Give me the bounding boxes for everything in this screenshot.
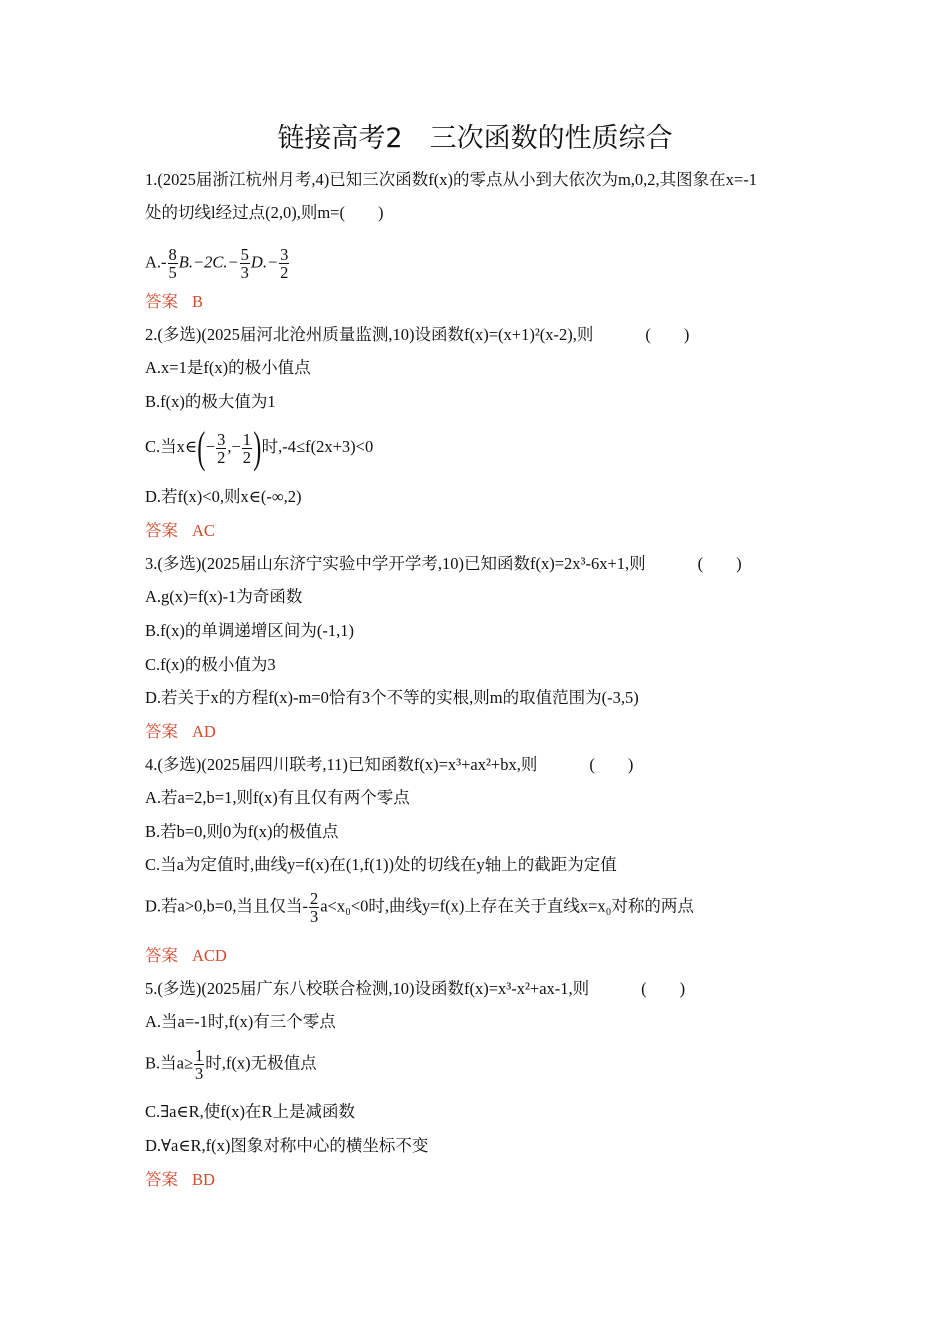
q1-choice-c-fraction	[240, 246, 250, 281]
answer-label: 答案	[145, 946, 178, 965]
q2-c-denominator2: 2	[242, 447, 252, 467]
q4-d-fraction	[309, 890, 319, 925]
answer-label: 答案	[145, 722, 178, 741]
q2-stem-text: 2.(多选)(2025届河北沧州质量监测,10)设函数f(x)=(x+1)²(x-2),则	[145, 325, 594, 344]
q2-answer	[145, 521, 215, 541]
q2-stem	[145, 325, 689, 345]
q5-answer	[145, 1170, 215, 1190]
q1-d-denominator: 2	[280, 263, 289, 282]
q5-answer-value: BD	[192, 1170, 215, 1189]
q2-c-tail: 时,-4≤f(2x+3)<0	[261, 436, 374, 456]
q1-stem-line2: 处的切线l经过点(2,0),则m=( )	[145, 203, 384, 222]
q5-option-a: A.当a=-1时,f(x)有三个零点	[145, 1012, 336, 1031]
q4-d-numerator: 2	[309, 889, 319, 908]
q1-a-numerator: 8	[168, 245, 177, 264]
q4-option-b: B.若b=0,则0为f(x)的极值点	[145, 822, 339, 841]
q1-choice-a-fraction	[168, 246, 178, 281]
q5-stem-text: 5.(多选)(2025届广东八校联合检测,10)设函数f(x)=x³-x²+ax-1,则	[145, 979, 590, 998]
q1-choice-bc-lead: B.−2C.−	[178, 252, 239, 272]
q5-option-d: D.∀a∈R,f(x)图象对称中心的横坐标不变	[145, 1136, 429, 1155]
q1-choice-d-fraction	[279, 246, 289, 281]
q5-b-fraction	[194, 1047, 204, 1082]
q5-option-c: C.∃a∈R,使f(x)在R上是减函数	[145, 1102, 355, 1121]
q3-option-a: A.g(x)=f(x)-1为奇函数	[145, 587, 303, 606]
q2-answer-value: AC	[192, 521, 215, 540]
answer-label: 答案	[145, 292, 178, 311]
q3-answer-parens: ( )	[697, 554, 742, 573]
q2-option-b: B.f(x)的极大值为1	[145, 392, 276, 411]
left-paren-large: (	[197, 423, 206, 472]
q3-option-b: B.f(x)的单调递增区间为(-1,1)	[145, 621, 354, 640]
q5-option-b	[145, 1047, 317, 1082]
q5-b-denominator: 3	[195, 1064, 204, 1083]
answer-label: 答案	[145, 1170, 178, 1189]
q3-option-c: C.f(x)的极小值为3	[145, 655, 276, 674]
q1-a-denominator: 5	[168, 263, 177, 282]
q3-option-d: D.若关于x的方程f(x)-m=0恰有3个不等的实根,则m的取值范围为(-3,5)	[145, 688, 639, 707]
q5-answer-parens: ( )	[641, 979, 686, 998]
q4-d-denominator: 3	[309, 907, 319, 926]
q2-c-lead: C.当x∈	[145, 436, 198, 456]
q5-b-tail: 时,f(x)无极值点	[205, 1053, 317, 1073]
q1-c-numerator: 5	[240, 245, 249, 264]
q3-answer	[145, 722, 216, 742]
q4-answer-parens: ( )	[589, 755, 634, 774]
q2-c-numerator2: 1	[242, 429, 252, 449]
q4-answer	[145, 946, 227, 966]
q1-choices	[145, 246, 290, 281]
q5-stem	[145, 979, 685, 999]
q1-d-numerator: 3	[280, 245, 289, 264]
q2-c-denominator1: 2	[217, 447, 226, 467]
q4-d-lead: D.若a>0,b=0,当且仅当-	[145, 896, 308, 916]
q4-answer-value: ACD	[192, 946, 227, 965]
q3-answer-value: AD	[192, 722, 216, 741]
q5-b-lead: B.当a≥	[145, 1053, 194, 1073]
q1-answer-value: B	[192, 292, 204, 311]
q4-stem-text: 4.(多选)(2025届四川联考,11)已知函数f(x)=x³+ax²+bx,则	[145, 755, 538, 774]
q1-choice-a-lead: A.-	[145, 252, 167, 272]
q3-stem	[145, 554, 742, 574]
q3-stem-text: 3.(多选)(2025届山东济宁实验中学开学考,10)已知函数f(x)=2x³-6x+1,则	[145, 554, 646, 573]
q2-c-fraction1	[216, 431, 226, 466]
q1-c-denominator: 3	[240, 263, 249, 282]
q2-option-c	[145, 423, 374, 472]
q2-c-minus1: −	[205, 436, 216, 456]
q2-c-fraction2	[242, 431, 252, 466]
q1-stem-line1: 1.(2025届浙江杭州月考,4)已知三次函数f(x)的零点从小到大依次为m,0,2,其图象在x=-1	[145, 170, 757, 189]
q2-option-a: A.x=1是f(x)的极小值点	[145, 358, 311, 377]
q2-c-minus2: ,−	[227, 436, 241, 456]
q5-b-numerator: 1	[195, 1046, 204, 1065]
answer-label: 答案	[145, 521, 178, 540]
q2-answer-parens: ( )	[645, 325, 690, 344]
q4-option-a: A.若a=2,b=1,则f(x)有且仅有两个零点	[145, 788, 410, 807]
q2-c-numerator1: 3	[217, 429, 226, 449]
q1-choice-d-lead: D.−	[250, 252, 279, 272]
q4-d-tail: a<x₀<0时,曲线y=f(x)上存在关于直线x=x₀对称的两点	[320, 896, 694, 916]
page-title: 链接高考2 三次函数的性质综合	[277, 123, 673, 154]
q2-option-d: D.若f(x)<0,则x∈(-∞,2)	[145, 487, 302, 506]
right-paren-large: )	[253, 423, 262, 472]
q4-stem	[145, 755, 633, 775]
q4-option-d	[145, 890, 694, 925]
q1-answer	[145, 292, 203, 312]
q4-option-c: C.当a为定值时,曲线y=f(x)在(1,f(1))处的切线在y轴上的截距为定值	[145, 855, 617, 874]
